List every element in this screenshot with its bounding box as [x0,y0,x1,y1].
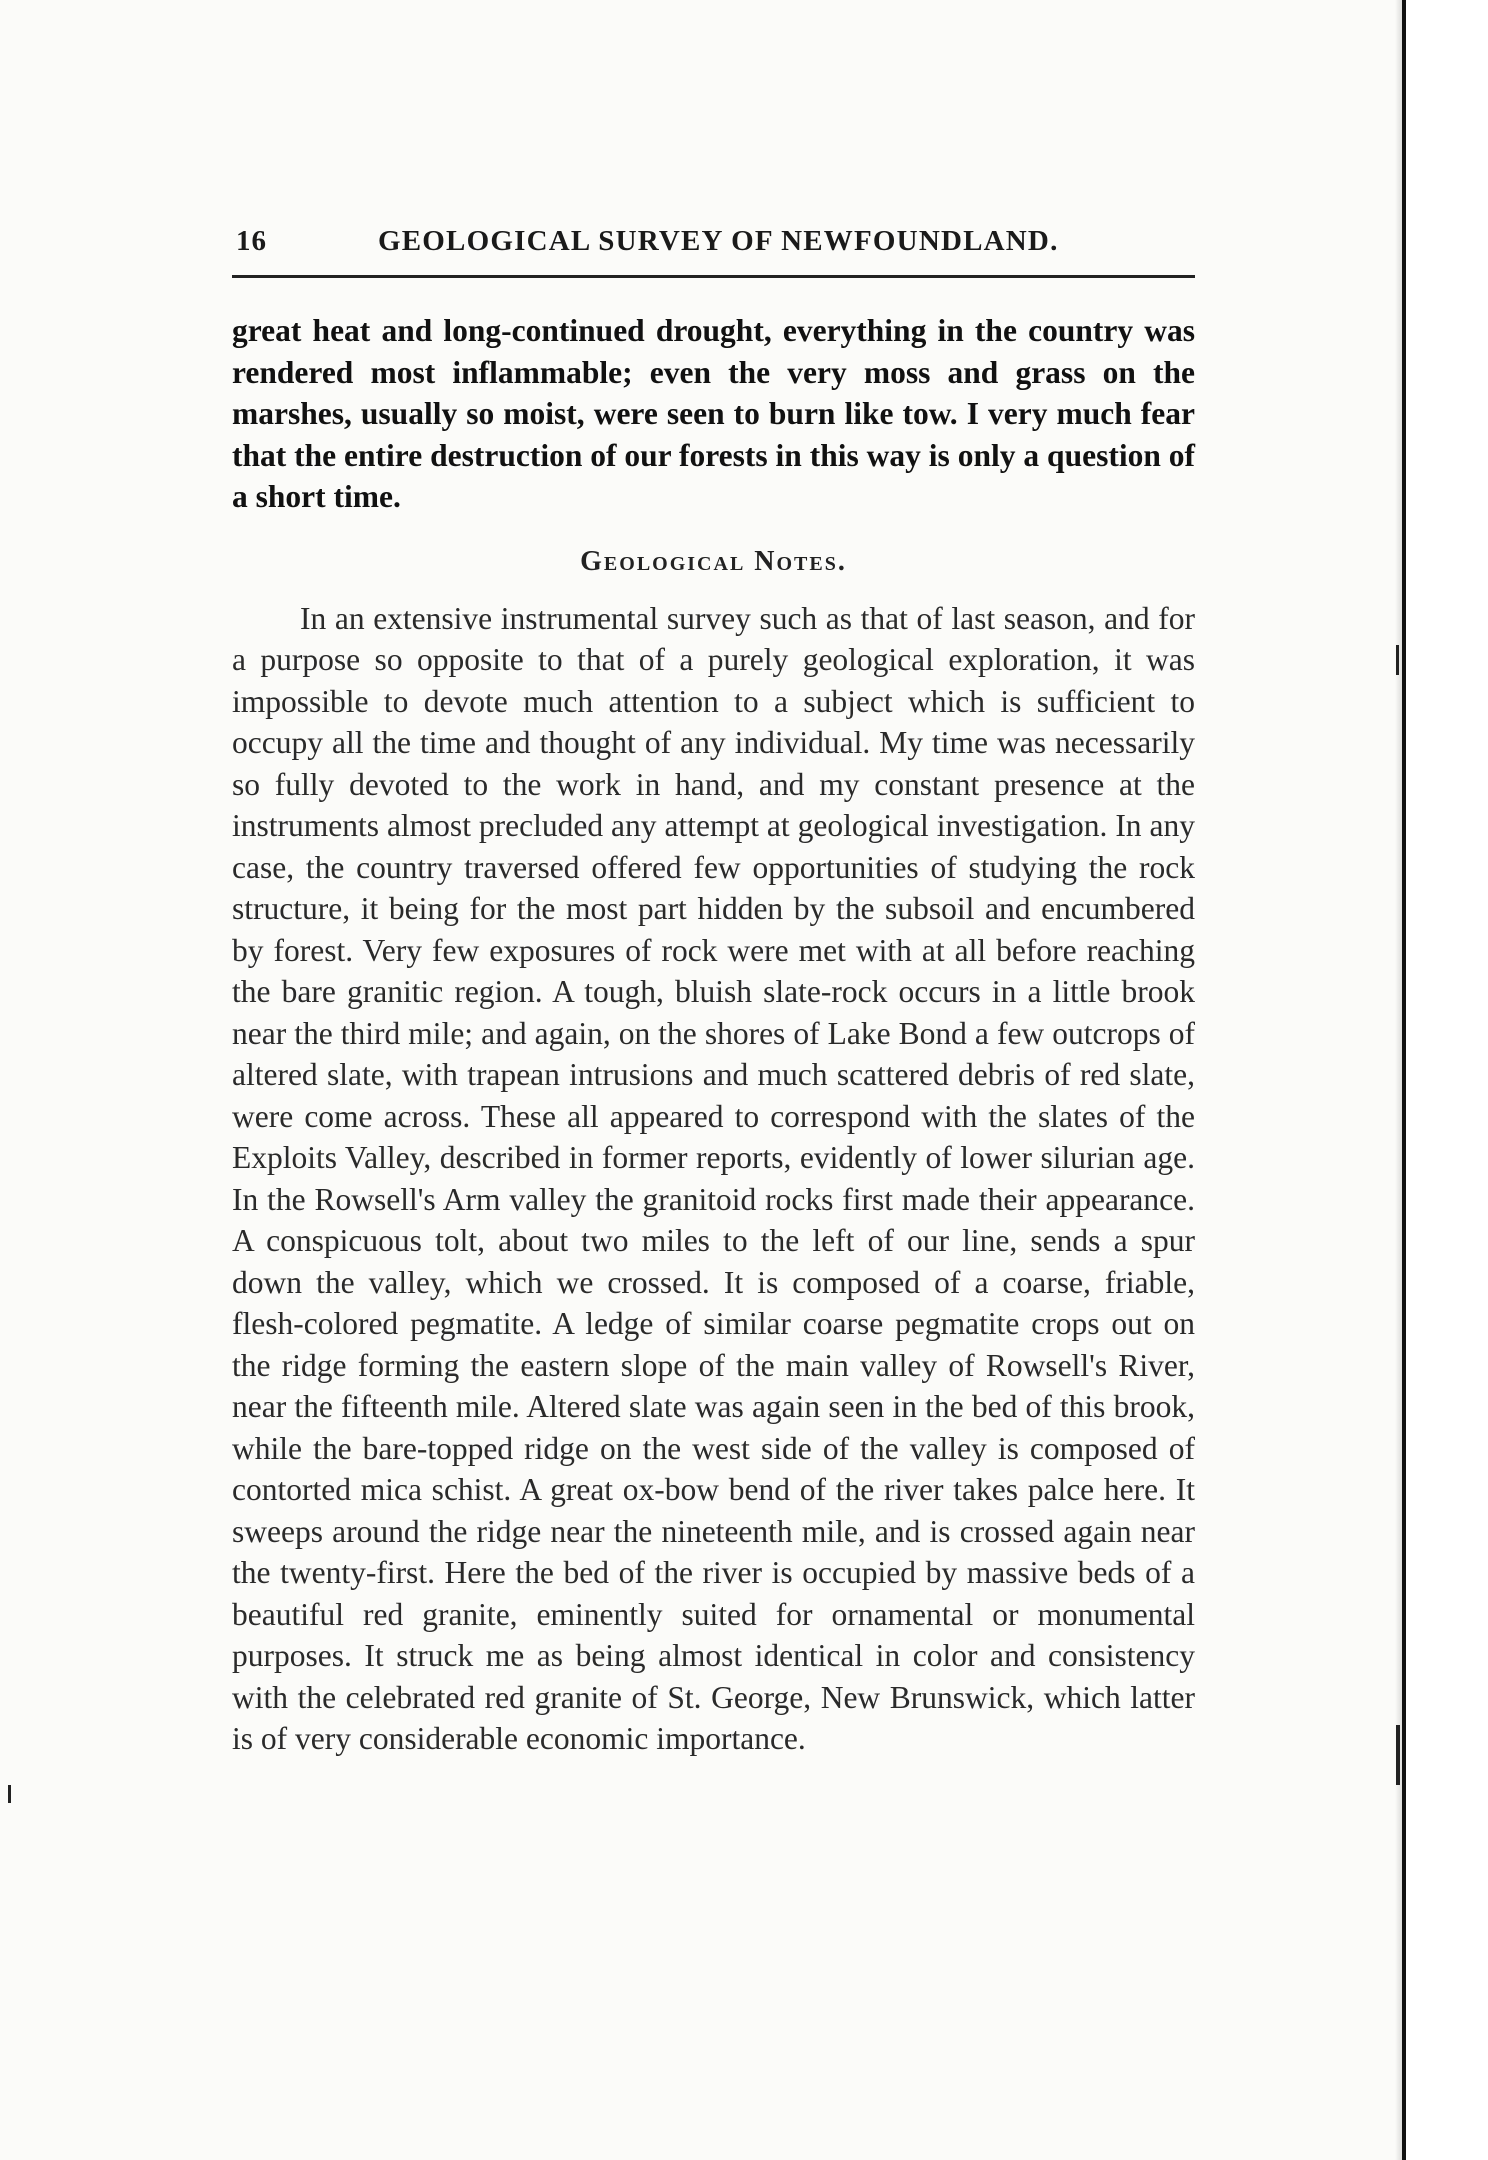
section-heading: Geological Notes. [580,545,847,577]
edge-mark [1396,1725,1400,1785]
running-head-title: GEOLOGICAL SURVEY OF NEWFOUNDLAND. [378,225,1059,257]
section-paragraph: In an extensive instrumental survey such as that of last season, and for a purpose so opposite to that of a purely geological exploration, it was impossible to devote much attention to a subject which is sufficient to occupy all the time and thought of any individual. My time was necessarily so fully devoted to the work in hand, and my constant presence at the instruments almost precluded any attempt at geological investigation. In any case, the country traversed offered few opportunities of studying the rock structure, it being for the most part hidden by the subsoil and encumbered by forest. Very few exposures of rock were met with at all before reaching the bare granitic region. A tough, bluish slate-rock occurs in a little brook near the third mile; and again, on the shores of Lake Bond a few outcrops of altered slate, with trapean intrusions and much scattered debris of red slate, were come across. These all appeared to correspond with the slates of the Exploits Valley, described in former reports, evidently of lower silurian age. In the Rowsell's Arm valley the granitoid rocks first made their appearance. A conspicuous tolt, about two miles to the left of our line, sends a spur down the valley, which we crossed. It is composed of a coarse, friable, flesh-colored pegmatite. A ledge of similar coarse pegmatite crops out on the ridge forming the eastern slope of the main valley of Rowsell's River, near the fifteenth mile. Altered slate was again seen in the bed of this brook, while the bare-topped ridge on the west side of the valley is composed of contorted mica schist. A great ox-bow bend of the river takes palce here. It sweeps around the ridge near the nineteenth mile, and is crossed again near the twenty-first. Here the bed of the river is occupied by massive beds of a beautiful red granite, eminently suited for ornamental or monumental purposes. It struck me as being almost identical in color and consistency with the celebrated red granite of St. George, New Brunswick, which latter is of very considerable economic importance. [232,600,1195,1756]
edge-mark [8,1785,11,1803]
continued-paragraph: great heat and long-continued drought, everything in the country was rendered most inflammable; even the very moss and grass on the marshes, usually so moist, were seen to burn like tow. I very much fear that the entire destruction of our forests in this way is only a question of a short time. [232,313,1195,514]
binding-line [1402,0,1406,2160]
edge-mark [1396,645,1399,675]
scan-margin [1402,0,1488,2160]
running-head [232,225,1195,278]
text-block [232,310,1195,1760]
page-number: 16 [236,225,267,257]
page-edge-shadow [1395,0,1402,2160]
